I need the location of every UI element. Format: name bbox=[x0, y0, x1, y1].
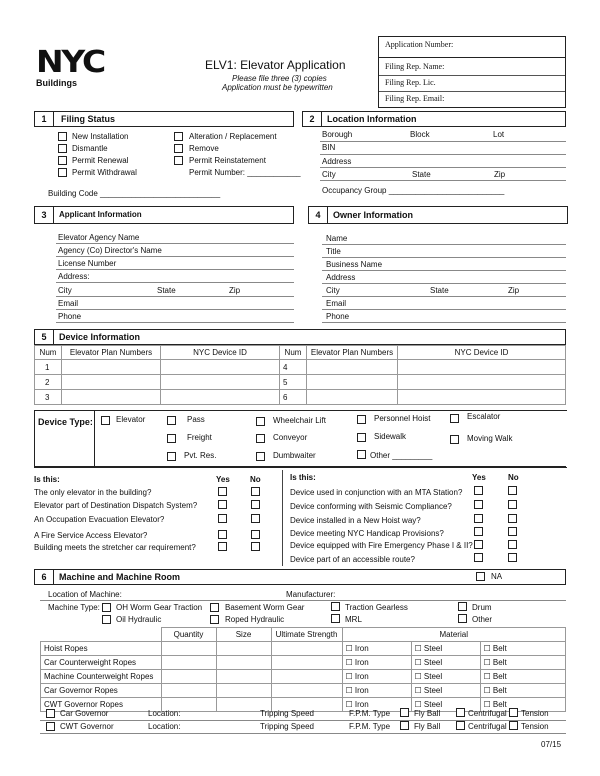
evacuation-no[interactable] bbox=[251, 514, 260, 523]
mrl-checkbox[interactable] bbox=[331, 614, 340, 623]
only-elevator-no[interactable] bbox=[251, 487, 260, 496]
freight-checkbox[interactable] bbox=[167, 434, 176, 443]
permit-renewal-checkbox[interactable] bbox=[58, 156, 67, 165]
accessible-route-no[interactable] bbox=[508, 553, 517, 562]
evacuation-yes[interactable] bbox=[218, 514, 227, 523]
applicant-zip-label: Zip bbox=[229, 286, 241, 295]
logo-sub: Buildings bbox=[36, 78, 77, 88]
elevator-checkbox[interactable] bbox=[101, 416, 110, 425]
new-hoistway-no[interactable] bbox=[508, 514, 517, 523]
section-6-title: Machine and Machine Room bbox=[59, 572, 181, 582]
table-row: Machine Counterweight Ropes ☐ Iron ☐ Steel ☐ Belt bbox=[41, 670, 566, 684]
business-name-label: Business Name bbox=[326, 260, 383, 269]
owner-email-label: Email bbox=[326, 299, 347, 308]
application-box bbox=[378, 36, 566, 108]
basement-worm-gear-checkbox[interactable] bbox=[210, 603, 219, 612]
roped-hydraulic-checkbox[interactable] bbox=[210, 615, 219, 624]
stretcher-no[interactable] bbox=[251, 542, 260, 551]
escalator-checkbox[interactable] bbox=[450, 414, 459, 423]
director-name-label: Agency (Co) Director's Name bbox=[58, 246, 162, 255]
mta-yes[interactable] bbox=[474, 486, 483, 495]
section-2-title: Location Information bbox=[327, 114, 417, 124]
personnel-hoist-checkbox[interactable] bbox=[357, 415, 366, 424]
remove-checkbox[interactable] bbox=[174, 144, 183, 153]
owner-address-label: Address bbox=[326, 273, 356, 282]
owner-state-label: State bbox=[430, 286, 449, 295]
handicap-no[interactable] bbox=[508, 527, 517, 536]
na-checkbox[interactable] bbox=[476, 572, 485, 581]
drum-checkbox[interactable] bbox=[458, 602, 467, 611]
conveyor-checkbox[interactable] bbox=[256, 434, 265, 443]
new-hoistway-yes[interactable] bbox=[474, 514, 483, 523]
city-label: City bbox=[322, 170, 336, 179]
owner-phone-label: Phone bbox=[326, 312, 350, 321]
owner-title-label: Title bbox=[326, 247, 341, 256]
bin-label: BIN bbox=[322, 143, 336, 152]
device-type-label: Device Type: bbox=[38, 417, 93, 427]
section-5-header: 5 Device Information bbox=[34, 329, 566, 345]
pvt-res-checkbox[interactable] bbox=[167, 452, 176, 461]
license-number-label: License Number bbox=[58, 259, 117, 268]
filing-rep-lic-label: Filing Rep. Lic. bbox=[385, 78, 436, 87]
section-3-title: Applicant Information bbox=[59, 210, 142, 219]
new-installation-checkbox[interactable] bbox=[58, 132, 67, 141]
permit-withdrawal-checkbox[interactable] bbox=[58, 168, 67, 177]
remove-label: Remove bbox=[189, 144, 219, 153]
other-machine-checkbox[interactable] bbox=[458, 614, 467, 623]
form-subtitle-1: Please file three (3) copies bbox=[232, 74, 327, 83]
address-label: Address bbox=[322, 157, 352, 166]
borough-label: Borough bbox=[322, 130, 353, 139]
applicant-phone-label: Phone bbox=[58, 312, 82, 321]
ropes-table: Quantity Size Ultimate Strength Material Hoist Ropes ☐ Iron ☐ Steel ☐ Belt Car Counterweight Ropes ☐ Iron ☐ Steel ☐ Belt Machine Counterweight Ropes ☐ Iron ☐ Steel ☐ Belt Car Governor Ropes ☐ Iron ☐ Steel ☐ Belt CWT Governor Ropes ☐ Iron ☐ Steel ☐ Belt bbox=[40, 627, 566, 712]
applicant-city-label: City bbox=[58, 286, 72, 295]
block-label: Block bbox=[410, 130, 430, 139]
form-subtitle-2: Application must be typewritten bbox=[222, 83, 333, 92]
other-device-checkbox[interactable] bbox=[357, 450, 366, 459]
dismantle-checkbox[interactable] bbox=[58, 144, 67, 153]
form-title: ELV1: Elevator Application bbox=[205, 58, 346, 72]
owner-city-label: City bbox=[326, 286, 340, 295]
fire-emergency-yes[interactable] bbox=[474, 540, 483, 549]
alteration-checkbox[interactable] bbox=[174, 132, 183, 141]
owner-zip-label: Zip bbox=[508, 286, 520, 295]
lot-label: Lot bbox=[493, 130, 505, 139]
section-4-header: 4 Owner Information bbox=[308, 206, 568, 224]
section-1-title: Filing Status bbox=[61, 114, 115, 124]
permit-withdrawal-label: Permit Withdrawal bbox=[72, 168, 137, 177]
application-number-label: Application Number: bbox=[385, 40, 454, 49]
table-row: 2 5 bbox=[35, 375, 566, 390]
traction-gearless-checkbox[interactable] bbox=[331, 602, 340, 611]
section-3-header: 3 Applicant Information bbox=[34, 206, 294, 224]
table-row: 1 4 bbox=[35, 360, 566, 375]
fire-access-no[interactable] bbox=[251, 530, 260, 539]
applicant-address-label: Address: bbox=[58, 272, 90, 281]
dismantle-label: Dismantle bbox=[72, 144, 108, 153]
oh-worm-gear-checkbox[interactable] bbox=[102, 603, 111, 612]
building-code-field[interactable]: Building Code ___________________________ bbox=[48, 189, 221, 198]
state-label: State bbox=[412, 170, 431, 179]
device-table: Num Elevator Plan Numbers NYC Device ID Num Elevator Plan Numbers NYC Device ID 1 4 2 5 3 6 bbox=[34, 345, 566, 405]
permit-reinstatement-checkbox[interactable] bbox=[174, 156, 183, 165]
manufacturer-label: Manufacturer: bbox=[286, 590, 336, 599]
fire-access-yes[interactable] bbox=[218, 530, 227, 539]
dumbwaiter-checkbox[interactable] bbox=[256, 452, 265, 461]
machine-type-label: Machine Type: bbox=[48, 603, 100, 612]
agency-name-label: Elevator Agency Name bbox=[58, 233, 140, 242]
table-row: CWT Governor Ropes ☐ Iron ☐ Steel ☐ Belt bbox=[41, 698, 566, 712]
wheelchair-lift-checkbox[interactable] bbox=[256, 417, 265, 426]
accessible-route-yes[interactable] bbox=[474, 553, 483, 562]
cwt-governor-checkbox[interactable] bbox=[46, 722, 55, 731]
section-1-header: 1 Filing Status bbox=[34, 111, 294, 127]
handicap-yes[interactable] bbox=[474, 527, 483, 536]
section-6-header: 6 Machine and Machine Room bbox=[34, 569, 566, 585]
is-this-label-right: Is this: bbox=[290, 473, 316, 482]
applicant-email-label: Email bbox=[58, 299, 79, 308]
section-2-header: 2 Location Information bbox=[302, 111, 566, 127]
filing-rep-email-label: Filing Rep. Email: bbox=[385, 94, 445, 103]
oil-hydraulic-checkbox[interactable] bbox=[102, 615, 111, 624]
moving-walk-checkbox[interactable] bbox=[450, 435, 459, 444]
permit-number-field[interactable]: Permit Number: ____________ bbox=[189, 168, 301, 177]
section-4-title: Owner Information bbox=[333, 210, 414, 220]
logo-text: NYC bbox=[36, 45, 104, 80]
only-elevator-yes[interactable] bbox=[218, 487, 227, 496]
table-row: Car Counterweight Ropes ☐ Iron ☐ Steel ☐ Belt bbox=[41, 656, 566, 670]
new-installation-label: New Installation bbox=[72, 132, 129, 141]
applicant-state-label: State bbox=[157, 286, 176, 295]
seismic-yes[interactable] bbox=[474, 500, 483, 509]
permit-reinstatement-label: Permit Reinstatement bbox=[189, 156, 266, 165]
occupancy-group-field[interactable]: Occupancy Group __________________________ bbox=[322, 186, 505, 195]
table-row: Hoist Ropes ☐ Iron ☐ Steel ☐ Belt bbox=[41, 642, 566, 656]
mta-no[interactable] bbox=[508, 486, 517, 495]
car-governor-checkbox[interactable] bbox=[46, 709, 55, 718]
is-this-label-left: Is this: bbox=[34, 475, 60, 484]
seismic-no[interactable] bbox=[508, 500, 517, 509]
pass-checkbox[interactable] bbox=[167, 416, 176, 425]
alteration-label: Alteration / Replacement bbox=[189, 132, 277, 141]
fire-emergency-no[interactable] bbox=[508, 540, 517, 549]
zip-label: Zip bbox=[494, 170, 506, 179]
section-5-title: Device Information bbox=[59, 332, 141, 342]
dest-dispatch-no[interactable] bbox=[251, 500, 260, 509]
location-of-machine-label: Location of Machine: bbox=[48, 590, 122, 599]
table-row: Car Governor Ropes ☐ Iron ☐ Steel ☐ Belt bbox=[41, 684, 566, 698]
stretcher-yes[interactable] bbox=[218, 542, 227, 551]
nyc-logo bbox=[36, 45, 126, 88]
form-version: 07/15 bbox=[541, 740, 562, 749]
sidewalk-checkbox[interactable] bbox=[357, 433, 366, 442]
permit-renewal-label: Permit Renewal bbox=[72, 156, 129, 165]
filing-rep-name-label: Filing Rep. Name: bbox=[385, 62, 445, 71]
table-row: 3 6 bbox=[35, 390, 566, 405]
dest-dispatch-yes[interactable] bbox=[218, 500, 227, 509]
owner-name-label: Name bbox=[326, 234, 348, 243]
